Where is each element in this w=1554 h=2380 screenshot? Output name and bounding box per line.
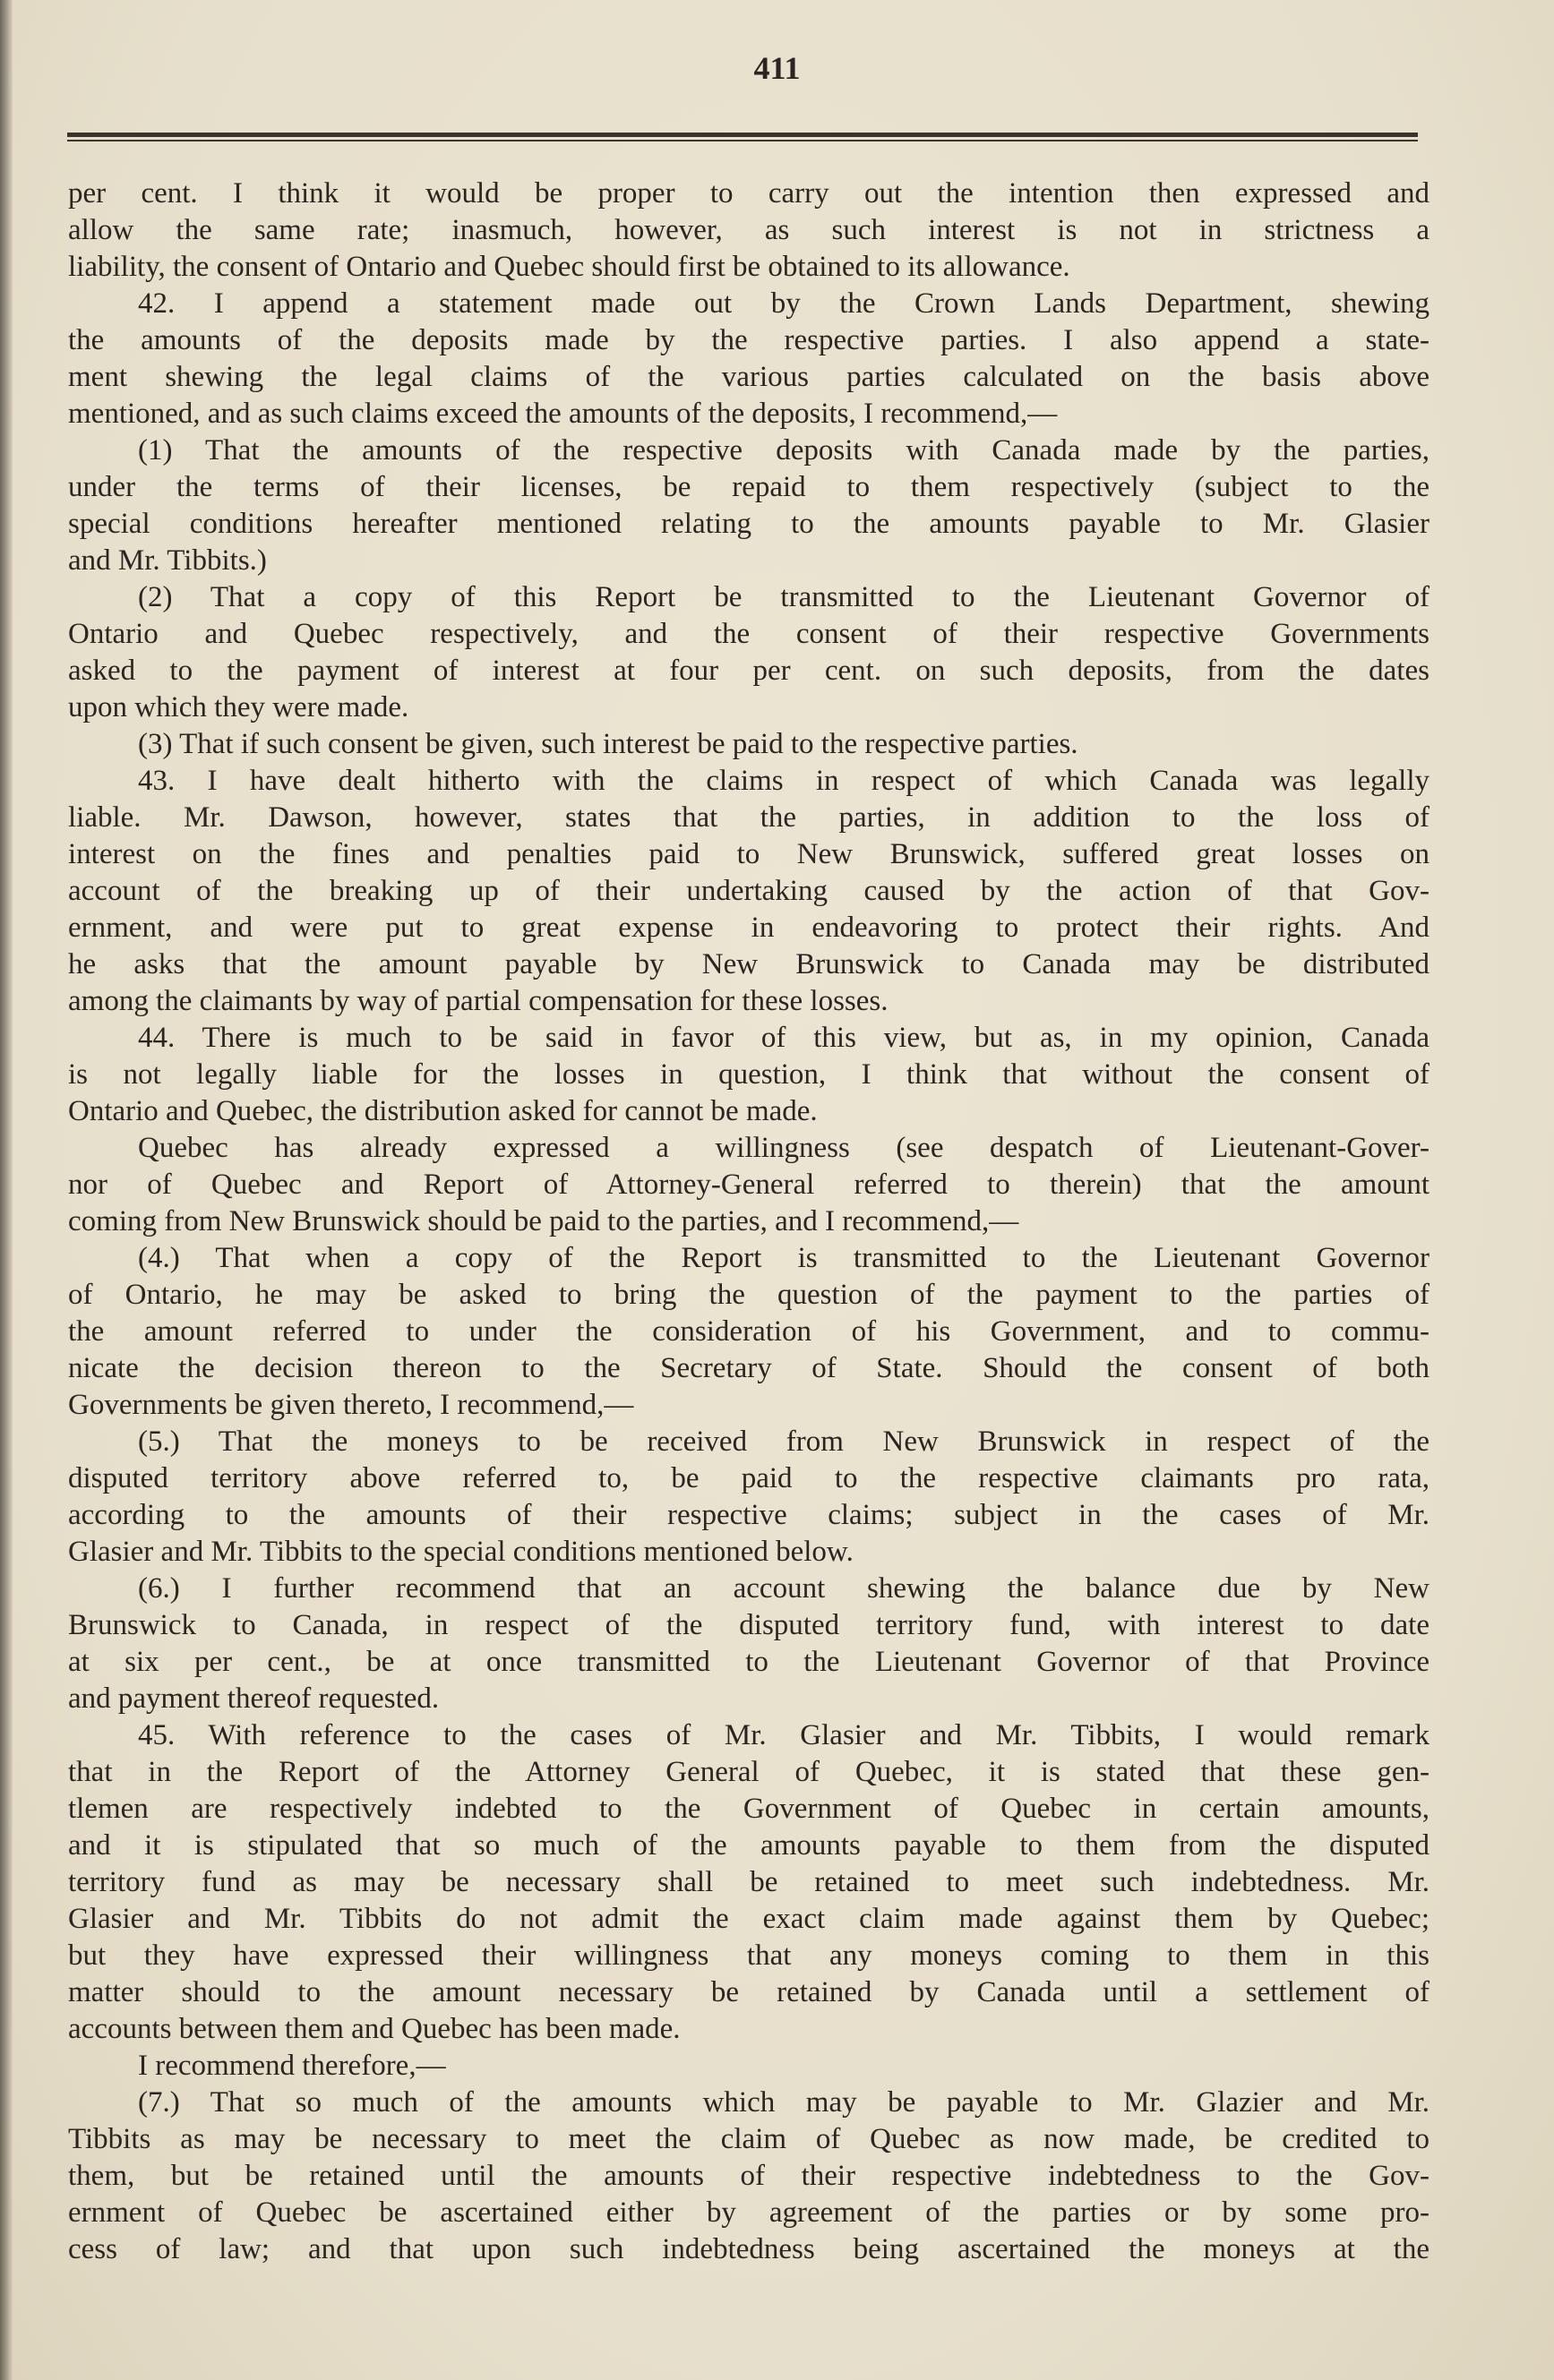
text-line: ment shewing the legal claims of the various parties calculated on the basis above <box>68 361 1430 393</box>
text-line: upon which they were made. <box>68 691 409 723</box>
text-line: 43. I have dealt hitherto with the claims in respect of which Canada was legally <box>138 765 1430 797</box>
text-line: (7.) That so much of the amounts which may be payable to Mr. Glazier and Mr. <box>138 2086 1430 2119</box>
text-line: and Mr. Tibbits.) <box>68 544 267 577</box>
header-rule-thin <box>67 140 1418 141</box>
page-number: 411 <box>753 50 801 86</box>
text-line: liable. Mr. Dawson, however, states that the parties, in addition to the loss of <box>68 801 1430 834</box>
text-line: but they have expressed their willingness that any moneys coming to them in this <box>68 1939 1430 1972</box>
text-line: I recommend therefore,— <box>138 2050 446 2082</box>
text-line: (1) That the amounts of the respective deposits with Canada made by the parties, <box>138 434 1430 467</box>
text-line: Glasier and Mr. Tibbits do not admit the exact claim made against them by Quebec; <box>68 1903 1430 1935</box>
text-line: (2) That a copy of this Report be transmitted to the Lieutenant Governor of <box>138 581 1430 613</box>
text-line: according to the amounts of their respective claims; subject in the cases of Mr. <box>68 1499 1430 1531</box>
text-line: Quebec has already expressed a willingness (see despatch of Lieutenant-Gover- <box>138 1132 1430 1164</box>
text-line: the amounts of the deposits made by the respective parties. I also append a state- <box>68 324 1430 356</box>
text-line: (6.) I further recommend that an account shewing the balance due by New <box>138 1572 1430 1605</box>
text-line: among the claimants by way of partial compensation for these losses. <box>68 985 889 1017</box>
text-line: tlemen are respectively indebted to the Government of Quebec in certain amounts, <box>68 1793 1430 1825</box>
text-line: and it is stipulated that so much of the amounts payable to them from the disputed <box>68 1829 1430 1862</box>
text-line: Governments be given thereto, I recommend,— <box>68 1389 634 1421</box>
text-line: nor of Quebec and Report of Attorney-General referred to therein) that the amount <box>68 1169 1430 1201</box>
text-line: nicate the decision thereon to the Secretary of State. Should the consent of both <box>68 1352 1430 1384</box>
text-line: Glasier and Mr. Tibbits to the special conditions mentioned below. <box>68 1536 854 1568</box>
text-line: and payment thereof requested. <box>68 1682 440 1715</box>
text-line: at six per cent., be at once transmitted to the Lieutenant Governor of that Province <box>68 1646 1430 1678</box>
text-line: liability, the consent of Ontario and Quebec should first be obtained to its allowance. <box>68 251 1070 283</box>
text-line: special conditions hereafter mentioned relating to the amounts payable to Mr. Glasier <box>68 508 1430 540</box>
text-line: accounts between them and Quebec has been made. <box>68 2013 681 2045</box>
text-line: Ontario and Quebec respectively, and the consent of their respective Governments <box>68 618 1430 650</box>
header-rule-thick <box>67 133 1418 137</box>
text-line: cess of law; and that upon such indebtedness being ascertained the moneys at the <box>68 2233 1430 2265</box>
text-line: he asks that the amount payable by New Brunswick to Canada may be distributed <box>68 948 1430 980</box>
text-line: (4.) That when a copy of the Report is transmitted to the Lieutenant Governor <box>138 1242 1430 1274</box>
text-line: per cent. I think it would be proper to carry out the intention then expressed and <box>68 177 1430 210</box>
text-line: account of the breaking up of their undertaking caused by the action of that Gov- <box>68 875 1430 907</box>
text-line: is not legally liable for the losses in question, I think that without the consent of <box>68 1058 1430 1091</box>
page-spine-shadow <box>0 0 13 2380</box>
text-line: asked to the payment of interest at four per cent. on such deposits, from the dates <box>68 655 1430 687</box>
text-line: matter should to the amount necessary be retained by Canada until a settlement of <box>68 1976 1430 2008</box>
text-line: (5.) That the moneys to be received from New Brunswick in respect of the <box>138 1425 1430 1458</box>
text-line: 45. With reference to the cases of Mr. Glasier and Mr. Tibbits, I would remark <box>138 1719 1430 1751</box>
text-line: them, but be retained until the amounts of their respective indebtedness to the Gov- <box>68 2160 1430 2192</box>
text-line: under the terms of their licenses, be repaid to them respectively (subject to the <box>68 471 1430 503</box>
text-line: of Ontario, he may be asked to bring the question of the payment to the parties of <box>68 1279 1430 1311</box>
text-line: Tibbits as may be necessary to meet the claim of Quebec as now made, be credited to <box>68 2123 1430 2155</box>
text-line: coming from New Brunswick should be paid to the parties, and I recommend,— <box>68 1205 1019 1237</box>
text-line: allow the same rate; inasmuch, however, as such interest is not in strictness a <box>68 214 1430 246</box>
text-line: interest on the fines and penalties paid to New Brunswick, suffered great losses on <box>68 838 1430 870</box>
text-line: that in the Report of the Attorney General of Quebec, it is stated that these gen- <box>68 1756 1430 1788</box>
text-line: 44. There is much to be said in favor of this view, but as, in my opinion, Canada <box>138 1022 1430 1054</box>
header-double-rule <box>67 133 1418 143</box>
text-line: Brunswick to Canada, in respect of the disputed territory fund, with interest to date <box>68 1609 1430 1641</box>
text-line: Ontario and Quebec, the distribution asked for cannot be made. <box>68 1095 818 1127</box>
text-line: mentioned, and as such claims exceed the amounts of the deposits, I recommend,— <box>68 398 1058 430</box>
text-line: ernment, and were put to great expense in endeavoring to protect their rights. And <box>68 912 1430 944</box>
text-line: ernment of Quebec be ascertained either by agreement of the parties or by some pro- <box>68 2196 1430 2229</box>
text-line: disputed territory above referred to, be paid to the respective claimants pro rata, <box>68 1462 1430 1494</box>
text-line: (3) That if such consent be given, such interest be paid to the respective parties. <box>138 728 1078 760</box>
text-line: territory fund as may be necessary shall be retained to meet such indebtedness. Mr. <box>68 1866 1430 1898</box>
text-line: the amount referred to under the consideration of his Government, and to commu- <box>68 1315 1430 1348</box>
document-body <box>68 176 1430 2268</box>
text-line: 42. I append a statement made out by the Crown Lands Department, shewing <box>138 287 1430 320</box>
